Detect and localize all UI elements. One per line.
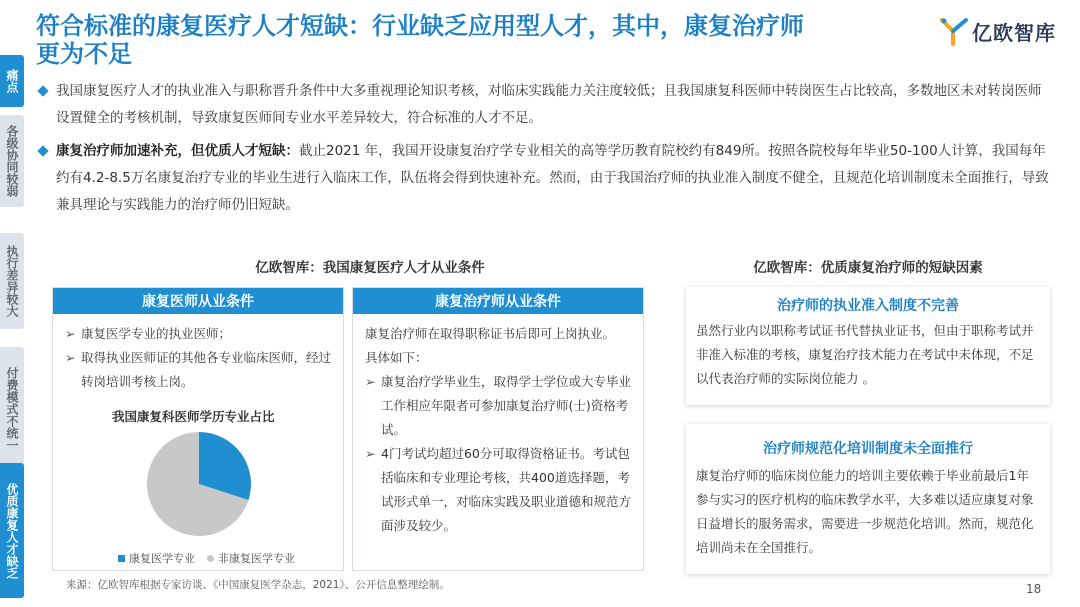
legend-label-rehab: 康复医学专业 [129, 552, 195, 565]
list-item [365, 370, 633, 442]
therapist-intro-2: 具体如下： [365, 350, 428, 365]
pie-chart [146, 431, 252, 537]
page-title-line1: 符合标准的康复医疗人才短缺：行业缺乏应用型人才，其中，康复治疗师 [36, 12, 804, 40]
card-header: 治疗师规范化培训制度未全面推行 [763, 441, 973, 457]
logo [940, 14, 1056, 48]
bullet-text: 我国康复医疗人才的执业准入与职称晋升条件中大多重视理论知识考核，对临床实践能力关注度较低；且我国康复科医师中转岗医生占比较高，多数地区未对转岗医师设置健全的考核机制，导致康复医师间专业水平差异较大，符合标准的人才不足。 [56, 83, 1042, 126]
logo-text: 亿欧智库 [972, 20, 1056, 45]
list-item [65, 346, 333, 394]
therapist-conditions-list [353, 314, 643, 538]
card-header: 治疗师的执业准入制度不完善 [777, 298, 959, 314]
right-section-title: 亿欧智库：优质康复治疗师的短缺因素 [753, 260, 983, 276]
sidebar-tab-execution[interactable]: 执行差异较大 [0, 233, 24, 329]
list-item-text: 康复医学专业的执业医师； [81, 326, 232, 341]
shortage-factor-card [686, 287, 1050, 405]
legend-label-non-rehab: 非康复医学专业 [218, 552, 295, 565]
therapist-box-header: 康复治疗师从业条件 [353, 288, 643, 314]
bullet-text: 截止2021 年，我国开设康复治疗学专业相关的高等学历教育院校约有849所。按照各院校每年毕业50-100人计算，我国每年约有4.2-8.5万名康复治疗专业的毕业生进行入临床工作，队伍将会得到快速补充。然而，由于我国治疗师的执业准入制度不健全，且规范化培训制度未全面推行，导致兼具理论与实践能力的治疗师仍旧短缺。 [56, 143, 1049, 213]
therapist-intro: 康复治疗师在取得职称证书后即可上岗执业。 [365, 326, 616, 341]
source-note: 来源：亿欧智库根据专家访谈、《中国康复医学杂志，2021》、公开信息整理绘制。 [66, 579, 450, 591]
list-item-text: 康复治疗学毕业生，取得学士学位或大专毕业工作相应年限者可参加康复治疗师(士)资格考试。 [381, 374, 632, 437]
diamond-bullet-icon [37, 85, 48, 96]
pie-chart-title: 我国康复科医师学历专业占比 [112, 409, 275, 424]
arrow-bullet-icon: ➢ [365, 446, 376, 461]
shortage-factor-card [686, 424, 1050, 574]
list-item-text: 取得执业医师证的其他各专业临床医师，经过转岗培训考核上岗。 [81, 350, 332, 389]
therapist-conditions-box [352, 287, 644, 571]
bullet-list [38, 78, 1050, 219]
arrow-bullet-icon: ➢ [365, 374, 376, 389]
pie-legend [118, 550, 295, 566]
left-section-title: 亿欧智库：我国康复医疗人才从业条件 [255, 260, 485, 276]
list-item [65, 322, 333, 346]
page-title [36, 12, 916, 68]
list-item-text: 4门考试均超过60分可取得资格证书。考试包括临床和专业理论考核，共400道选择题，考试形式单一，对临床实践及职业道德和规范方面涉及较少。 [381, 446, 632, 533]
sidebar-tab-coordination[interactable]: 各级协同较弱 [0, 115, 24, 207]
sidebar-tab-payment[interactable]: 付费模式不统一 [0, 347, 24, 471]
card-body: 虽然行业内以职称考试证书代替执业证书，但由于职称考试并非准入标准的考核，康复治疗技术能力在考试中未体现，不足以代表治疗师的实际岗位能力 。 [696, 323, 1034, 386]
legend-swatch-rehab [118, 555, 125, 562]
diamond-bullet-icon [37, 145, 48, 156]
page-number: 18 [1026, 582, 1042, 596]
bullet-item [38, 78, 1050, 132]
logo-mark-icon [940, 16, 968, 46]
arrow-bullet-icon: ➢ [65, 326, 76, 341]
legend-swatch-non-rehab [207, 555, 214, 562]
bullet-item [38, 138, 1050, 219]
card-body: 康复治疗师的临床岗位能力的培训主要依赖于毕业前最后1年参与实习的医疗机构的临床教学水平，大多难以适应康复对象日益增长的服务需求，需要进一步规范化培训。然而，规范化培训尚未在全国推行。 [696, 468, 1034, 555]
sidebar-tab-pain-point[interactable]: 痛点 [0, 55, 24, 107]
sidebar-tab-talent[interactable]: 优质康复人才缺乏 [0, 463, 24, 598]
arrow-bullet-icon: ➢ [65, 350, 76, 365]
page-title-line2: 更为不足 [36, 40, 132, 68]
doctor-conditions-list [53, 314, 343, 394]
doctor-box-header: 康复医师从业条件 [53, 288, 343, 314]
sidebar [0, 55, 24, 600]
bullet-bold-lead: 康复治疗师加速补充，但优质人才短缺： [56, 143, 299, 159]
list-item [365, 442, 633, 538]
